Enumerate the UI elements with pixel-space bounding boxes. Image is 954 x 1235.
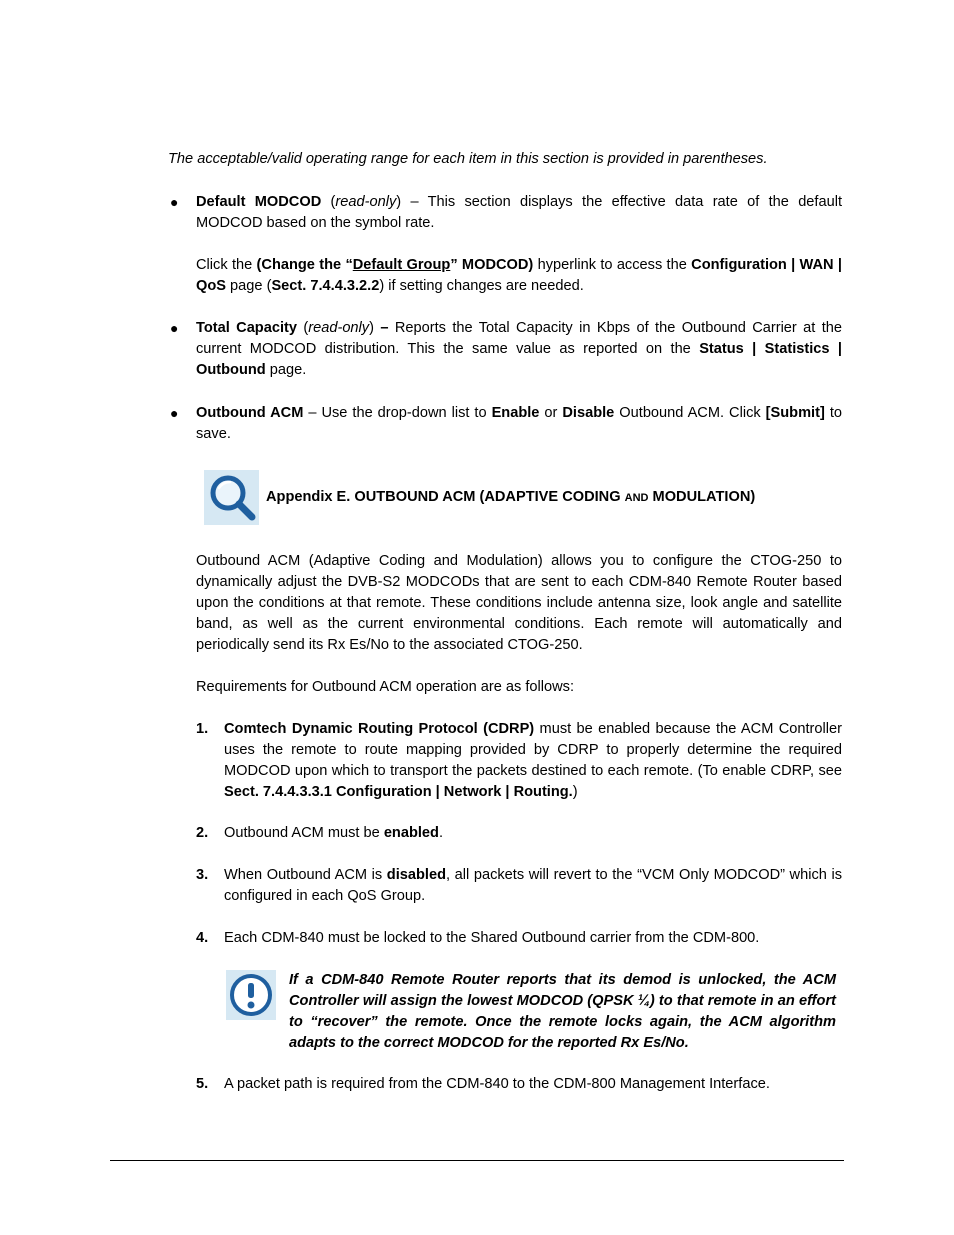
default-modcod-label: Default MODCOD <box>196 194 322 210</box>
requirements-intro: Requirements for Outbound ACM operation are as follows: <box>196 679 575 695</box>
intro-note: The acceptable/valid operating range for each item in this section is provided in parentheses. <box>168 151 768 167</box>
list-number: 5. <box>196 1076 209 1092</box>
appendix-reference[interactable] <box>266 487 846 509</box>
acm-t4: to save. <box>196 405 842 442</box>
sect-ref: Sect. 7.4.4.3.2.2 <box>271 278 380 294</box>
link-close: ” MODCOD) <box>450 257 534 273</box>
click-mid: hyperlink to access the <box>533 257 692 273</box>
cdrp-label: Comtech Dynamic Routing Protocol (CDRP) <box>224 721 535 737</box>
requirement-5: A packet path is required from the CDM-840 to the CDM-800 Management Interface. <box>224 1076 770 1092</box>
bullet-marker: ● <box>170 405 179 421</box>
req3-bold: disabled <box>386 867 446 883</box>
routing-ref: Sect. 7.4.4.3.3.1 Configuration | Network | Routing. <box>224 784 573 800</box>
acm-t3: Outbound ACM. Click <box>614 405 766 421</box>
default-group-hyperlink[interactable]: Default Group <box>352 257 451 273</box>
link-open: (Change the “ <box>256 257 353 273</box>
acm-description: Outbound ACM (Adaptive Coding and Modulation) allows you to configure the CTOG-250 to dynamically adjust the DVB-S2 MODCODs that are sent to each CDM-840 Remote Router based upon the conditions at that remote. These conditions include antenna size, look angle and satellite band, as well as the current environmental conditions. Each remote will automatically and periodically send its Rx Es/No to the associated CTOG-250. <box>196 553 842 653</box>
bullet-marker: ● <box>170 320 179 336</box>
bullet-marker: ● <box>170 194 179 210</box>
dash: – <box>373 320 395 336</box>
submit-ref: [Submit] <box>765 405 825 421</box>
magnifier-icon <box>204 470 259 525</box>
list-number: 4. <box>196 930 209 946</box>
appendix-small: AND <box>624 492 649 504</box>
disable-word: Disable <box>562 405 615 421</box>
acm-t1: – Use the drop-down list to <box>303 405 492 421</box>
click-end: ) if setting changes are needed. <box>379 278 584 294</box>
list-number: 2. <box>196 825 209 841</box>
change-default-group-link[interactable] <box>257 257 534 273</box>
requirement-2 <box>224 823 842 844</box>
demod-unlocked-notice: If a CDM-840 Remote Router reports that its demod is unlocked, the ACM Controller will assign the lowest MODCOD (QPSK ¼) to that remote in an effort to “recover” the remote. Once the remote locks again, the ACM algorithm adapts to the correct MODCOD for the reported Rx Es/No. <box>289 972 836 1051</box>
page-word: page ( <box>226 278 272 294</box>
total-capacity-end: page. <box>265 362 307 378</box>
total-capacity-text: Reports the Total Capacity in Kbps of the Outbound Carrier at the current MODCOD distribution. This the same value as reported on the <box>196 320 842 357</box>
req1-end: ) <box>572 784 578 800</box>
total-capacity-paragraph: Total Capacity (read-only) – Reports the Total Capacity in Kbps of the Outbound Carrier at the current MODCOD distribution. This the same value as reported on the Status | Statistics | Outbound page. <box>196 320 842 378</box>
appendix-part1: Appendix E. OUTBOUND ACM (ADAPTIVE CODING <box>266 489 625 505</box>
total-capacity-qualifier: read-only <box>308 320 370 336</box>
outbound-acm-label: Outbound ACM <box>196 405 304 421</box>
qos-page-ref: Configuration | WAN | QoS <box>196 257 842 294</box>
default-modcod-qualifier: read-only <box>335 194 397 210</box>
list-number: 1. <box>196 721 209 737</box>
default-modcod-click-paragraph <box>196 255 842 297</box>
requirement-1 <box>224 719 842 803</box>
req2-bold: enabled <box>383 825 439 841</box>
status-page-ref: Status | Statistics | Outbound <box>196 341 842 378</box>
click-prefix: Click the <box>196 257 257 273</box>
req3-text: When Outbound ACM is <box>224 867 387 883</box>
list-number: 3. <box>196 867 209 883</box>
default-modcod-paragraph: Default MODCOD (read-only) – This section displays the effective data rate of the default MODCOD based on the symbol rate. <box>196 194 843 231</box>
req2-end: . <box>438 825 444 841</box>
req1-text: must be enabled because the ACM Controller uses the remote to route mapping provided by CDRP to properly determine the required MODCOD upon which to transport the packets destined to each remote. (To enable CDRP, see <box>224 721 842 779</box>
req3-end: , all packets will revert to the “VCM Only MODCOD” which is configured in each QoS Group. <box>224 867 843 904</box>
req2-text: Outbound ACM must be <box>224 825 384 841</box>
total-capacity-label: Total Capacity <box>196 320 297 336</box>
outbound-acm-paragraph <box>196 403 842 445</box>
default-modcod-text: – This section displays the effective data rate of the default MODCOD based on the symbol rate. <box>196 194 843 231</box>
acm-t2: or <box>539 405 563 421</box>
enable-word: Enable <box>491 405 540 421</box>
footer-divider <box>110 1160 844 1161</box>
requirement-4: Each CDM-840 must be locked to the Shared Outbound carrier from the CDM-800. <box>224 930 760 946</box>
exclamation-icon <box>226 970 276 1020</box>
requirement-3 <box>224 865 842 907</box>
appendix-part2: MODULATION) <box>648 489 756 505</box>
